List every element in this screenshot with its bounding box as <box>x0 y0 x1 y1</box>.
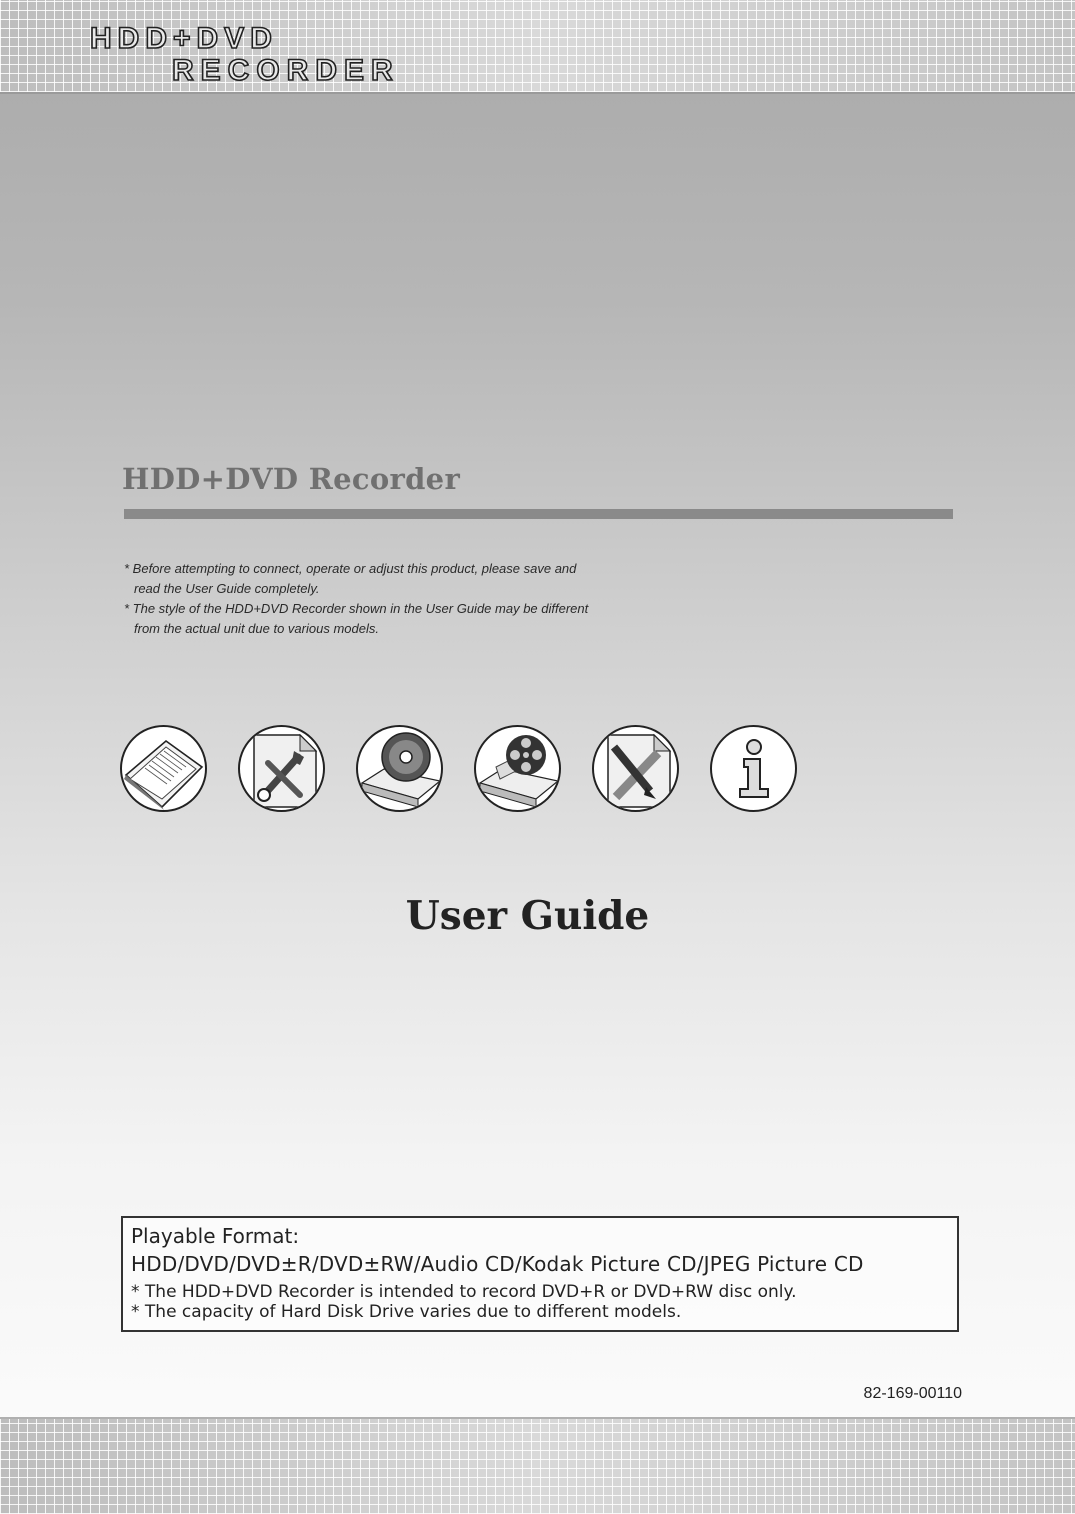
playable-format-list: HDD/DVD/DVD±R/DVD±RW/Audio CD/Kodak Picture CD/JPEG Picture CD <box>131 1252 864 1276</box>
disc-player-icon <box>356 725 443 812</box>
note-style-may-differ: * The style of the HDD+DVD Recorder shown in the User Guide may be different from the actual unit due to various models. <box>124 601 589 636</box>
record-disc-note: * The HDD+DVD Recorder is intended to record DVD+R or DVD+RW disc only. <box>131 1282 797 1302</box>
playable-format-heading: Playable Format: <box>131 1224 300 1248</box>
manual-book-icon <box>120 725 207 812</box>
intro-notes <box>124 559 594 639</box>
pencil-ruler-icon <box>592 725 679 812</box>
info-icon <box>710 725 797 812</box>
note-read-guide: * Before attempting to connect, operate or adjust this product, please save and read the User Guide completely. <box>124 561 577 596</box>
product-title: HDD+DVD Recorder <box>122 462 461 496</box>
svg-text:HDD+DVD: HDD+DVD <box>90 22 278 55</box>
playable-format-box <box>121 1216 959 1332</box>
chapter-icon-row <box>120 725 800 811</box>
footer-grid-band <box>0 1417 1075 1514</box>
title-divider <box>124 509 953 519</box>
part-number: 82-169-00110 <box>863 1385 962 1402</box>
hdd-dvd-recorder-logo <box>86 22 516 86</box>
tools-icon <box>238 725 325 812</box>
film-reel-icon <box>474 725 561 812</box>
hdd-capacity-note: * The capacity of Hard Disk Drive varies due to different models. <box>131 1302 682 1322</box>
document-title: User Guide <box>405 893 650 939</box>
svg-text:RECORDER: RECORDER <box>172 54 400 86</box>
